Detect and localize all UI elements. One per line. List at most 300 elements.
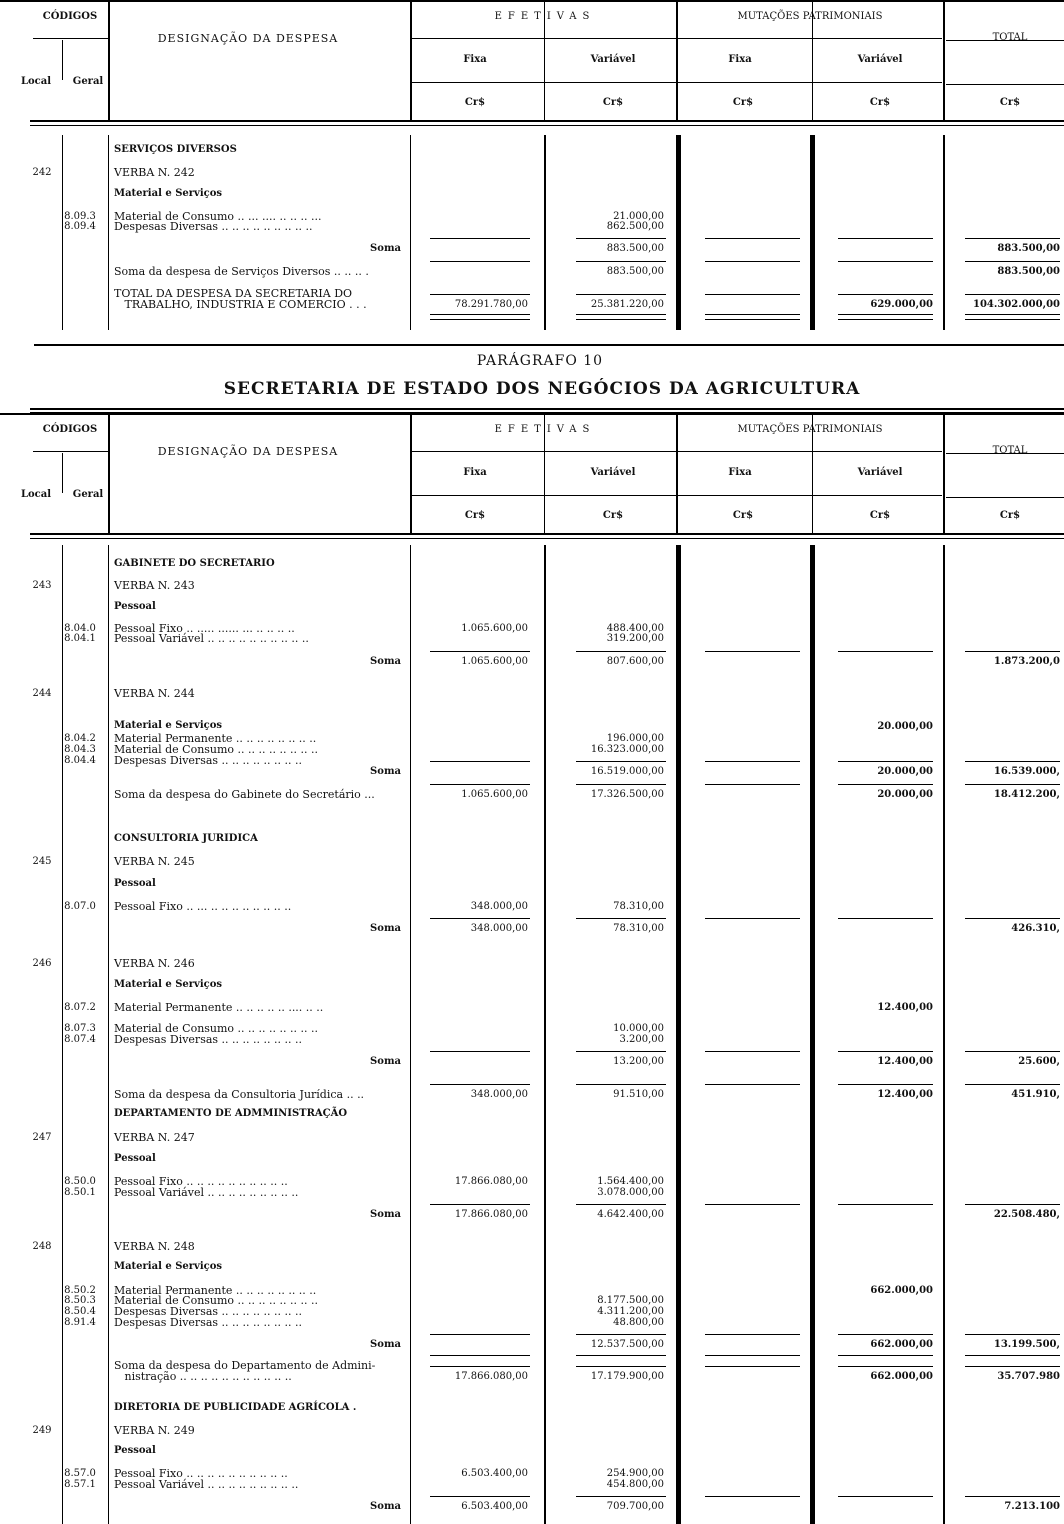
header-efetivas: EFETIVAS [494, 424, 596, 435]
efetiva-variavel: 91.510,00 [613, 1089, 664, 1100]
mutacao-variavel: 12.400,00 [877, 1002, 933, 1013]
header-currency: Cr$ [999, 97, 1021, 108]
header-bottom-rule [30, 120, 1064, 122]
efetiva-variavel: 12.537.500,00 [590, 1339, 664, 1350]
column-rule [810, 545, 815, 1524]
header-variavel: Variável [857, 467, 903, 478]
efetiva-variavel: 319.200,00 [606, 633, 664, 644]
description: Pessoal [114, 1153, 156, 1164]
mutacao-variavel: 662.000,00 [870, 1285, 933, 1296]
description: VERBA N. 248 [114, 1240, 195, 1253]
sum-rule [576, 294, 666, 295]
top-description: Material de Consumo .. ... .... .. .. .. ... [114, 210, 322, 223]
top-efetiva-variavel: 21.000,00 [613, 211, 664, 222]
local-code: 8.04.0 [64, 623, 96, 634]
efetiva-variavel: 1.564.400,00 [597, 1176, 664, 1187]
description: Despesas Diversas .. .. .. .. .. .. .. .. [114, 1316, 302, 1329]
description: nistração .. .. .. .. .. .. .. .. .. .. .. [114, 1370, 292, 1383]
sum-rule [576, 1204, 666, 1205]
section-rule [30, 412, 1064, 413]
local-code: 8.50.2 [64, 1285, 96, 1296]
description: Pessoal [114, 878, 156, 889]
top-efetiva-variavel: 862.500,00 [606, 221, 664, 232]
header-designacao: DESIGNAÇÃO DA DESPESA [157, 445, 339, 458]
sum-rule [576, 238, 666, 239]
local-code: 8.04.2 [64, 733, 96, 744]
total-rule [430, 319, 530, 320]
mutacao-variavel: 662.000,00 [870, 1371, 933, 1382]
sum-rule [838, 761, 933, 762]
sum-rule [430, 784, 530, 785]
total-rule [576, 319, 666, 320]
header-bottom-rule [30, 533, 1064, 535]
description: Material Permanente .. .. .. .. .. .. .. .. [114, 1284, 317, 1297]
header-designacao: DESIGNAÇÃO DA DESPESA [157, 32, 339, 45]
efetiva-variavel: 16.519.000,00 [590, 766, 664, 777]
soma-label: Soma [370, 656, 401, 667]
mutacao-variavel: 12.400,00 [877, 1089, 933, 1100]
total: 13.199.500, [993, 1339, 1060, 1350]
sum-rule [430, 1496, 530, 1497]
local-code: 8.91.4 [64, 1317, 96, 1328]
sum-rule [705, 238, 800, 239]
sum-rule [965, 1334, 1060, 1335]
total: 35.707.980 [997, 1371, 1060, 1382]
local-code: 8.57.1 [64, 1479, 96, 1490]
efetiva-variavel: 807.600,00 [606, 656, 664, 667]
top-efetiva-variavel: 25.381.220,00 [590, 299, 664, 310]
header-column-rule [943, 413, 945, 533]
sum-rule [965, 261, 1060, 262]
efetiva-fixa: 17.866.080,00 [454, 1209, 528, 1220]
sum-rule [965, 651, 1060, 652]
description: VERBA N. 244 [114, 687, 195, 700]
top-total: 883.500,00 [997, 243, 1060, 254]
header-fixa: Fixa [728, 54, 752, 65]
sum-rule [965, 1355, 1060, 1356]
total-rule [965, 314, 1060, 315]
sum-rule [705, 651, 800, 652]
efetiva-variavel: 17.326.500,00 [590, 789, 664, 800]
header-local: Local [20, 76, 52, 87]
sum-rule [705, 1366, 800, 1367]
header-column-rule [544, 413, 545, 533]
header-column-rule [410, 413, 412, 533]
section-rule [30, 408, 1064, 410]
sum-rule [576, 1051, 666, 1052]
local-code: 8.50.3 [64, 1295, 96, 1306]
column-rule [810, 135, 815, 330]
top-mutacao-variavel: 629.000,00 [870, 299, 933, 310]
code: 248 [32, 1241, 52, 1252]
column-rule [544, 545, 546, 1524]
efetiva-variavel: 17.179.900,00 [590, 1371, 664, 1382]
description: Pessoal Fixo .. ... .. .. .. .. .. .. .. .. [114, 900, 292, 913]
sum-rule [965, 1084, 1060, 1085]
description: DIRETORIA DE PUBLICIDADE AGRÍCOLA . [114, 1402, 357, 1413]
header-currency: Cr$ [869, 510, 891, 521]
header-currency: Cr$ [602, 97, 624, 108]
local-code: 8.57.0 [64, 1468, 96, 1479]
description: Soma da despesa da Consultoria Jurídica .. .. [114, 1088, 365, 1101]
description: Material de Consumo .. .. .. .. .. .. .. .. [114, 1294, 318, 1307]
description: Soma da despesa do Departamento de Admini- [114, 1359, 376, 1372]
header-total: TOTAL [992, 32, 1028, 43]
sum-rule [576, 651, 666, 652]
sum-rule [838, 918, 933, 919]
header-top-rule [0, 0, 1064, 2]
header-fixa: Fixa [463, 467, 487, 478]
efetiva-variavel: 78.310,00 [613, 923, 664, 934]
code: 243 [32, 580, 52, 591]
top-total: 883.500,00 [997, 266, 1060, 277]
column-rule [943, 135, 945, 330]
code: 247 [32, 1132, 52, 1143]
header-variavel: Variável [857, 54, 903, 65]
local-code: 8.07.0 [64, 901, 96, 912]
total-rule [576, 314, 666, 315]
sum-rule [430, 1051, 530, 1052]
sum-rule [838, 261, 933, 262]
top-efetiva-variavel: 883.500,00 [606, 266, 664, 277]
description: Pessoal [114, 1445, 156, 1456]
description: VERBA N. 246 [114, 957, 195, 970]
sum-rule [965, 1366, 1060, 1367]
sum-rule [965, 784, 1060, 785]
header-column-rule [943, 0, 945, 120]
description: CONSULTORIA JURIDICA [114, 833, 258, 844]
sum-rule [705, 1334, 800, 1335]
header-currency: Cr$ [732, 97, 754, 108]
sum-rule [838, 1204, 933, 1205]
sum-rule [838, 1366, 933, 1367]
column-rule [108, 545, 109, 1524]
sum-rule [576, 1496, 666, 1497]
total: 1.873.200,0 [993, 656, 1060, 667]
header-currency: Cr$ [999, 510, 1021, 521]
top-description: SERVIÇOS DIVERSOS [114, 144, 237, 155]
description: Pessoal Variável .. .. .. .. .. .. .. .. .. [114, 1186, 299, 1199]
description: VERBA N. 243 [114, 579, 195, 592]
efetiva-variavel: 16.323.000,00 [590, 744, 664, 755]
sum-rule [705, 294, 800, 295]
section-title: SECRETARIA DE ESTADO DOS NEGÓCIOS DA AGRICULTURA [223, 379, 861, 399]
description: Despesas Diversas .. .. .. .. .. .. .. .. [114, 1033, 302, 1046]
top-description: Material e Serviços [114, 188, 223, 199]
efetiva-variavel: 13.200,00 [613, 1056, 664, 1067]
description: Pessoal Variável .. .. .. .. .. .. .. .. .. [114, 1478, 299, 1491]
local-code: 8.50.4 [64, 1306, 96, 1317]
description: VERBA N. 245 [114, 855, 195, 868]
total: 18.412.200, [993, 789, 1060, 800]
description: GABINETE DO SECRETARIO [114, 558, 275, 569]
description: Material Permanente .. .. .. .. .. .... .. .. [114, 1001, 324, 1014]
header-column-rule [62, 453, 63, 493]
top-description: VERBA N. 242 [114, 166, 195, 179]
soma-label: Soma [370, 923, 401, 934]
header-bottom-rule [30, 538, 1064, 539]
sum-rule [965, 1204, 1060, 1205]
description: Material de Consumo .. .. .. .. .. .. .. .. [114, 743, 318, 756]
efetiva-fixa: 348.000,00 [470, 1089, 528, 1100]
total-rule [965, 319, 1060, 320]
sum-rule [838, 238, 933, 239]
sum-rule [430, 1084, 530, 1085]
mutacao-variavel: 20.000,00 [877, 721, 933, 732]
sum-rule [430, 918, 530, 919]
header-rule [946, 84, 1064, 85]
header-variavel: Variável [590, 54, 636, 65]
column-rule [544, 135, 546, 330]
efetiva-variavel: 196.000,00 [606, 733, 664, 744]
header-local: Local [20, 489, 52, 500]
sum-rule [838, 1051, 933, 1052]
description: DEPARTAMENTO DE ADMMINISTRAÇÃO [114, 1108, 348, 1119]
sum-rule [838, 784, 933, 785]
efetiva-variavel: 4.642.400,00 [597, 1209, 664, 1220]
sum-rule [838, 1355, 933, 1356]
header-fixa: Fixa [463, 54, 487, 65]
header-column-rule [544, 0, 545, 120]
efetiva-variavel: 78.310,00 [613, 901, 664, 912]
sum-rule [838, 1496, 933, 1497]
sum-rule [705, 1051, 800, 1052]
efetiva-fixa: 348.000,00 [470, 901, 528, 912]
header-currency: Cr$ [732, 510, 754, 521]
section-rule [34, 344, 1064, 346]
total-rule [430, 314, 530, 315]
efetiva-fixa: 17.866.080,00 [454, 1371, 528, 1382]
sum-rule [965, 238, 1060, 239]
header-column-rule [812, 0, 813, 120]
top-total: 104.302.000,00 [973, 299, 1060, 310]
efetiva-fixa: 6.503.400,00 [461, 1468, 528, 1479]
local-code: 8.04.3 [64, 744, 96, 755]
header-currency: Cr$ [464, 97, 486, 108]
header-rule [946, 40, 1064, 41]
column-rule [676, 135, 681, 330]
local-code: 8.07.2 [64, 1002, 96, 1013]
sum-rule [838, 294, 933, 295]
header-column-rule [62, 40, 63, 80]
sum-rule [838, 651, 933, 652]
description: Material de Consumo .. .. .. .. .. .. .. .. [114, 1022, 318, 1035]
total-rule [705, 319, 800, 320]
sum-rule [576, 261, 666, 262]
efetiva-variavel: 8.177.500,00 [597, 1295, 664, 1306]
top-efetiva-variavel: 883.500,00 [606, 243, 664, 254]
description: Pessoal Variável .. .. .. .. .. .. .. .. .. .. [114, 632, 309, 645]
top-local-code: 8.09.4 [64, 221, 96, 232]
efetiva-variavel: 3.200,00 [619, 1034, 664, 1045]
header-column-rule [108, 413, 110, 533]
top-local-code: 8.09.3 [64, 211, 96, 222]
local-code: 8.50.0 [64, 1176, 96, 1187]
sum-rule [430, 1334, 530, 1335]
header-column-rule [812, 413, 813, 533]
paragraph-number: PARÁGRAFO 10 [476, 353, 604, 369]
header-column-rule [410, 0, 412, 120]
efetiva-fixa: 1.065.600,00 [461, 656, 528, 667]
efetiva-variavel: 4.311.200,00 [597, 1306, 664, 1317]
header-geral: Geral [72, 76, 104, 87]
header-geral: Geral [72, 489, 104, 500]
code: 245 [32, 856, 52, 867]
sum-rule [965, 294, 1060, 295]
header-codigos: CÓDIGOS [42, 11, 98, 22]
efetiva-variavel: 709.700,00 [606, 1501, 664, 1512]
efetiva-variavel: 454.800,00 [606, 1479, 664, 1490]
column-rule [410, 135, 411, 330]
description: Soma da despesa do Gabinete do Secretário ... [114, 788, 375, 801]
description: Despesas Diversas .. .. .. .. .. .. .. .. [114, 1305, 302, 1318]
header-rule [946, 497, 1064, 498]
description: VERBA N. 247 [114, 1131, 195, 1144]
sum-rule [430, 1355, 530, 1356]
sum-rule [705, 918, 800, 919]
description: Material e Serviços [114, 1261, 223, 1272]
column-rule [108, 135, 109, 330]
code: 244 [32, 688, 52, 699]
soma-label: Soma [370, 1501, 401, 1512]
code: 246 [32, 958, 52, 969]
local-code: 8.50.1 [64, 1187, 96, 1198]
mutacao-variavel: 662.000,00 [870, 1339, 933, 1350]
mutacao-variavel: 20.000,00 [877, 789, 933, 800]
column-rule [62, 135, 63, 330]
header-top-rule [0, 413, 1064, 415]
sum-rule [430, 261, 530, 262]
total-rule [838, 314, 933, 315]
top-soma-label: Soma [370, 243, 401, 254]
sum-rule [576, 784, 666, 785]
total-rule [705, 314, 800, 315]
column-rule [410, 545, 411, 1524]
sum-rule [576, 1355, 666, 1356]
top-description: TRABALHO, INDUSTRIA E COMERCIO . . . [114, 298, 367, 311]
sum-rule [430, 651, 530, 652]
sum-rule [576, 761, 666, 762]
total: 451.910, [1011, 1089, 1060, 1100]
sum-rule [705, 1496, 800, 1497]
top-code: 242 [32, 167, 52, 178]
efetiva-variavel: 3.078.000,00 [597, 1187, 664, 1198]
header-column-rule [108, 0, 110, 120]
description: Despesas Diversas .. .. .. .. .. .. .. .. [114, 754, 302, 767]
sum-rule [576, 1334, 666, 1335]
sum-rule [705, 261, 800, 262]
sum-rule [965, 918, 1060, 919]
header-total: TOTAL [992, 445, 1028, 456]
local-code: 8.07.4 [64, 1034, 96, 1045]
sum-rule [965, 761, 1060, 762]
local-code: 8.04.4 [64, 755, 96, 766]
header-currency: Cr$ [602, 510, 624, 521]
sum-rule [576, 1084, 666, 1085]
total: 22.508.480, [993, 1209, 1060, 1220]
top-description: TOTAL DA DESPESA DA SECRETARIA DO [114, 287, 353, 300]
sum-rule [705, 1084, 800, 1085]
soma-label: Soma [370, 766, 401, 777]
efetiva-fixa: 1.065.600,00 [461, 789, 528, 800]
description: Material e Serviços [114, 979, 223, 990]
sum-rule [576, 918, 666, 919]
efetiva-variavel: 254.900,00 [606, 1468, 664, 1479]
description: Pessoal [114, 601, 156, 612]
sum-rule [576, 1366, 666, 1367]
local-code: 8.04.1 [64, 633, 96, 644]
header-mutacoes: MUTAÇÕES PATRIMONIAIS [737, 424, 883, 435]
soma-label: Soma [370, 1056, 401, 1067]
description: Pessoal Fixo .. ..... ...... ... .. .. .. .. [114, 622, 295, 635]
description: Material Permanente .. .. .. .. .. .. .. .. [114, 732, 317, 745]
sum-rule [838, 1084, 933, 1085]
header-bottom-rule [30, 125, 1064, 126]
header-column-rule [676, 0, 678, 120]
sum-rule [705, 1204, 800, 1205]
header-fixa: Fixa [728, 467, 752, 478]
description: Pessoal Fixo .. .. .. .. .. .. .. .. .. .. [114, 1175, 288, 1188]
total-rule [838, 319, 933, 320]
header-currency: Cr$ [464, 510, 486, 521]
sum-rule [430, 294, 530, 295]
code: 249 [32, 1425, 52, 1436]
efetiva-fixa: 348.000,00 [470, 923, 528, 934]
sum-rule [430, 1204, 530, 1205]
sum-rule [430, 761, 530, 762]
efetiva-variavel: 10.000,00 [613, 1023, 664, 1034]
header-codigos: CÓDIGOS [42, 424, 98, 435]
column-rule [676, 545, 681, 1524]
sum-rule [965, 1051, 1060, 1052]
column-rule [62, 545, 63, 1524]
efetiva-fixa: 17.866.080,00 [454, 1176, 528, 1187]
total: 25.600, [1018, 1056, 1060, 1067]
description: Material e Serviços [114, 720, 223, 731]
total: 7.213.100 [1004, 1501, 1060, 1512]
mutacao-variavel: 20.000,00 [877, 766, 933, 777]
sum-rule [838, 1334, 933, 1335]
efetiva-fixa: 6.503.400,00 [461, 1501, 528, 1512]
header-efetivas: EFETIVAS [494, 11, 596, 22]
local-code: 8.07.3 [64, 1023, 96, 1034]
header-rule [33, 451, 108, 452]
mutacao-variavel: 12.400,00 [877, 1056, 933, 1067]
total: 16.539.000, [993, 766, 1060, 777]
soma-label: Soma [370, 1339, 401, 1350]
total: 426.310, [1011, 923, 1060, 934]
sum-rule [430, 1366, 530, 1367]
efetiva-fixa: 1.065.600,00 [461, 623, 528, 634]
sum-rule [965, 1496, 1060, 1497]
header-currency: Cr$ [869, 97, 891, 108]
sum-rule [705, 784, 800, 785]
sum-rule [705, 761, 800, 762]
header-mutacoes: MUTAÇÕES PATRIMONIAIS [737, 11, 883, 22]
description: Pessoal Fixo .. .. .. .. .. .. .. .. .. .. [114, 1467, 288, 1480]
sum-rule [705, 1355, 800, 1356]
sum-rule [430, 238, 530, 239]
soma-label: Soma [370, 1209, 401, 1220]
header-rule [33, 38, 108, 39]
efetiva-variavel: 48.800,00 [613, 1317, 664, 1328]
efetiva-variavel: 488.400,00 [606, 623, 664, 634]
top-description: Soma da despesa de Serviços Diversos .. .. .. . [114, 265, 369, 278]
header-column-rule [676, 413, 678, 533]
top-efetiva-fixa: 78.291.780,00 [454, 299, 528, 310]
header-variavel: Variável [590, 467, 636, 478]
column-rule [943, 545, 945, 1524]
